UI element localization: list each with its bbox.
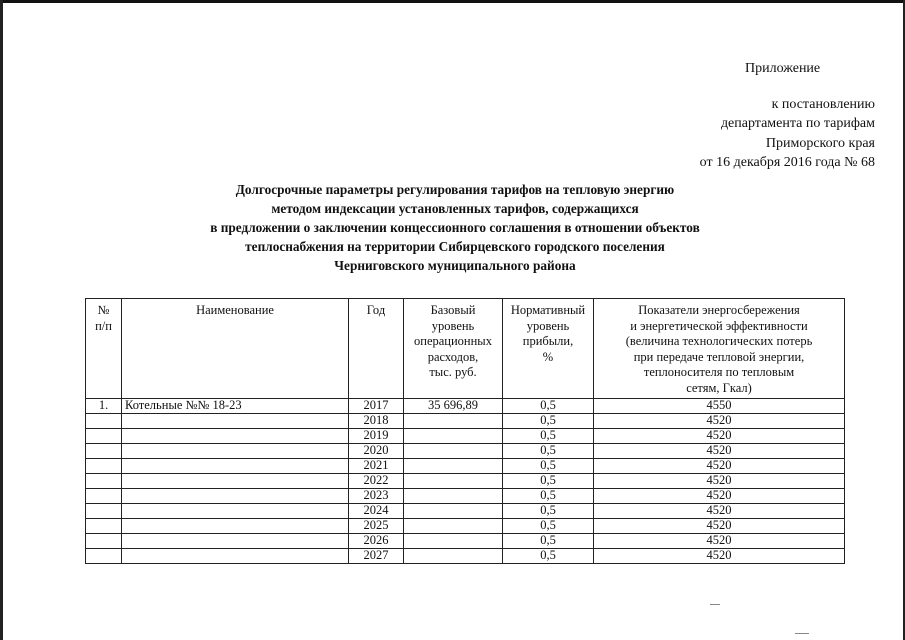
title-line: в предложении о заключении концессионного соглашения в отношении объектов (210, 220, 700, 235)
cell-indicator: 4550 (594, 399, 845, 414)
header-base-costs (404, 299, 503, 399)
cell-name (122, 474, 349, 489)
header-norm-profit (503, 299, 594, 399)
title-line: Долгосрочные параметры регулирования тарифов на тепловую энергию (235, 182, 675, 197)
cell-name (122, 489, 349, 504)
cell-year: 2020 (349, 444, 404, 459)
scan-speck (710, 604, 720, 605)
cell-norm-profit: 0,5 (503, 414, 594, 429)
header-norm-line: Нормативный (510, 303, 586, 317)
header-base-line: Базовый (430, 303, 476, 317)
cell-norm-profit: 0,5 (503, 519, 594, 534)
cell-num (86, 504, 122, 519)
cell-base-costs (404, 519, 503, 534)
cell-year: 2027 (349, 549, 404, 564)
cell-name (122, 534, 349, 549)
cell-num (86, 549, 122, 564)
header-ind-line: Показатели энергосбережения (638, 303, 800, 317)
title-line: Черниговского муниципального района (334, 258, 576, 273)
cell-base-costs (404, 444, 503, 459)
header-norm-line: % (542, 349, 554, 364)
cell-year: 2022 (349, 474, 404, 489)
cell-norm-profit: 0,5 (503, 504, 594, 519)
cell-name (122, 444, 349, 459)
header-ind-line: при передаче тепловой энергии, (633, 349, 805, 364)
cell-year: 2017 (349, 399, 404, 414)
cell-year: 2018 (349, 414, 404, 429)
cell-norm-profit: 0,5 (503, 399, 594, 414)
cell-norm-profit: 0,5 (503, 549, 594, 564)
decree-reference (700, 95, 875, 172)
cell-indicator: 4520 (594, 534, 845, 549)
cell-num (86, 534, 122, 549)
header-norm-line: уровень (526, 318, 570, 333)
cell-indicator: 4520 (594, 474, 845, 489)
appendix-label: Приложение (745, 61, 821, 76)
title-line: методом индексации установленных тарифов, содержащихся (271, 201, 639, 216)
cell-num (86, 489, 122, 504)
header-num-line: № (97, 303, 110, 317)
cell-name (122, 414, 349, 429)
cell-base-costs (404, 489, 503, 504)
cell-indicator: 4520 (594, 549, 845, 564)
cell-year: 2023 (349, 489, 404, 504)
table-row (86, 429, 845, 444)
title-line: теплоснабжения на территории Сибирцевского городского поселения (245, 239, 665, 254)
cell-norm-profit: 0,5 (503, 444, 594, 459)
tariff-table (85, 298, 845, 564)
cell-base-costs (404, 474, 503, 489)
cell-year: 2019 (349, 429, 404, 444)
table-header-row (86, 299, 845, 399)
decree-line: департамента по тарифам (720, 116, 875, 132)
cell-indicator: 4520 (594, 459, 845, 474)
page-edge-left (0, 0, 3, 640)
cell-indicator: 4520 (594, 429, 845, 444)
cell-name (122, 459, 349, 474)
cell-norm-profit: 0,5 (503, 489, 594, 504)
cell-base-costs: 35 696,89 (404, 399, 503, 414)
cell-norm-profit: 0,5 (503, 459, 594, 474)
header-ind-line: теплоносителя по тепловым (643, 365, 795, 379)
table-row (86, 519, 845, 534)
header-indicators (594, 299, 845, 399)
table-row (86, 549, 845, 564)
decree-line: к постановлению (771, 97, 875, 112)
cell-num (86, 414, 122, 429)
cell-name (122, 429, 349, 444)
header-base-line: операционных (414, 334, 492, 348)
cell-num (86, 429, 122, 444)
decree-line: Приморского края (765, 135, 875, 151)
cell-indicator: 4520 (594, 489, 845, 504)
cell-base-costs (404, 429, 503, 444)
header-num-line: п/п (95, 318, 112, 333)
table-row (86, 474, 845, 489)
cell-name (122, 504, 349, 519)
cell-indicator: 4520 (594, 444, 845, 459)
cell-year: 2024 (349, 504, 404, 519)
header-ind-line: (величина технологических потерь (625, 334, 813, 348)
header-base-line: расходов, (427, 349, 479, 364)
table-row (86, 489, 845, 504)
cell-name: Котельные №№ 18-23 (122, 399, 349, 414)
cell-num (86, 459, 122, 474)
header-norm-line: прибыли, (522, 334, 574, 348)
cell-base-costs (404, 459, 503, 474)
header-ind-line: сетям, Гкал) (686, 380, 752, 395)
cell-indicator: 4520 (594, 504, 845, 519)
table-row (86, 534, 845, 549)
cell-num (86, 444, 122, 459)
table-row (86, 504, 845, 519)
cell-num (86, 474, 122, 489)
table-row (86, 444, 845, 459)
cell-year: 2025 (349, 519, 404, 534)
header-base-line: тыс. руб. (429, 365, 477, 379)
cell-norm-profit: 0,5 (503, 429, 594, 444)
document-title (150, 180, 760, 275)
cell-num (86, 519, 122, 534)
cell-name (122, 549, 349, 564)
cell-base-costs (404, 414, 503, 429)
cell-indicator: 4520 (594, 414, 845, 429)
cell-num: 1. (86, 399, 122, 414)
header-name: Наименование (122, 299, 349, 399)
table-row (86, 459, 845, 474)
cell-base-costs (404, 504, 503, 519)
cell-name (122, 519, 349, 534)
header-base-line: уровень (431, 318, 475, 333)
header-year: Год (349, 299, 404, 399)
cell-year: 2026 (349, 534, 404, 549)
table-row (86, 414, 845, 429)
cell-year: 2021 (349, 459, 404, 474)
decree-line: от 16 декабря 2016 года № 68 (699, 154, 875, 170)
cell-indicator: 4520 (594, 519, 845, 534)
header-num (86, 299, 122, 399)
cell-base-costs (404, 534, 503, 549)
cell-base-costs (404, 549, 503, 564)
header-ind-line: и энергетической эффективности (630, 318, 808, 333)
page-edge-top (0, 0, 905, 3)
cell-norm-profit: 0,5 (503, 534, 594, 549)
table-row (86, 399, 845, 414)
scan-speck (795, 633, 809, 634)
cell-norm-profit: 0,5 (503, 474, 594, 489)
